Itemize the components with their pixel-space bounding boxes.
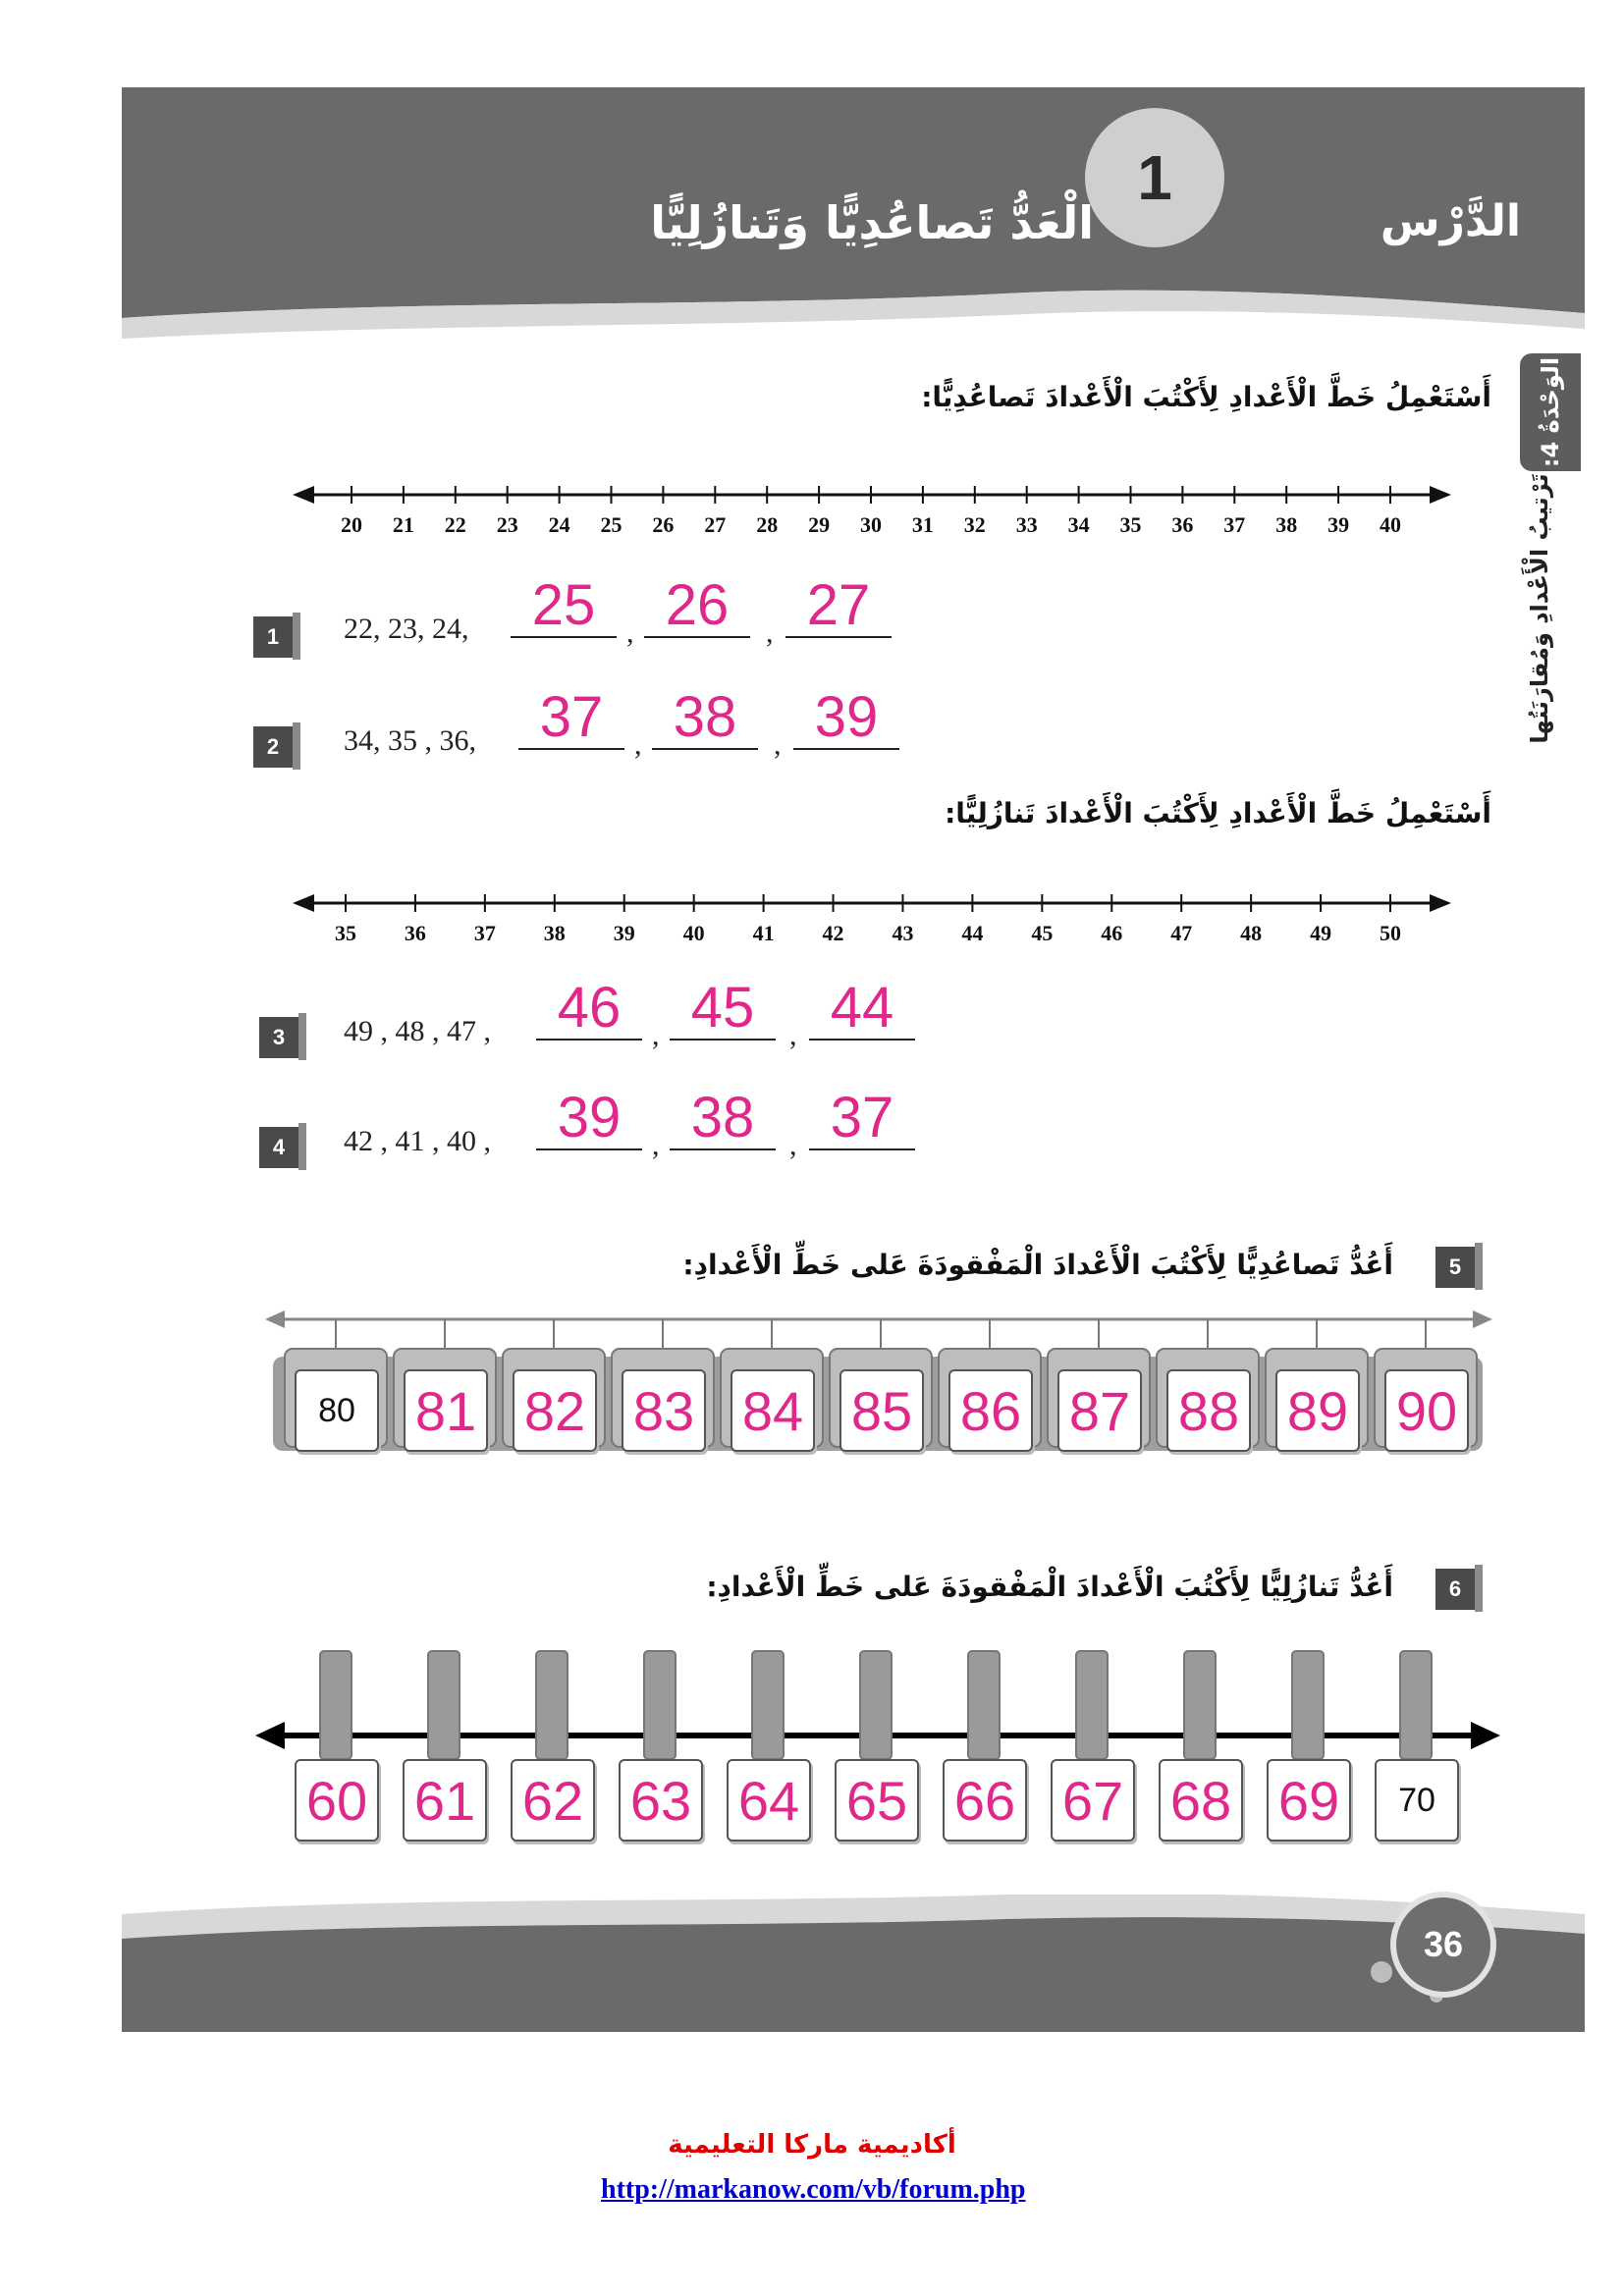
comma: ,: [626, 616, 634, 649]
number-line-a-tick-label: 25: [600, 512, 623, 537]
item-1-blank-3: [785, 636, 892, 638]
item-1-blank-1: [511, 636, 617, 638]
comma: ,: [774, 728, 782, 761]
footer-band: [122, 1895, 1585, 2032]
ex5-box: 84: [731, 1369, 815, 1452]
item-3-answer-2: 45: [690, 976, 755, 1040]
number-line-b-tick-label: 49: [1310, 921, 1332, 945]
item-3-given: 49 , 48 , 47 ,: [344, 1015, 491, 1047]
item-2-answer-1: 37: [539, 685, 604, 749]
ex5-box: 89: [1275, 1369, 1360, 1452]
ex5-box: 85: [839, 1369, 924, 1452]
number-line-b-tick-label: 48: [1240, 921, 1263, 945]
number-line-b-tick-label: 40: [682, 921, 705, 945]
item-3-answer-1: 46: [557, 976, 622, 1040]
clip-icon: [320, 1651, 352, 1759]
number-line-a-tick-label: 22: [444, 512, 466, 537]
item-3-blank-2: [670, 1039, 776, 1041]
item-badge-2: 2: [253, 726, 293, 768]
arrow-right-icon: [1430, 486, 1451, 504]
arrow-left-icon: [255, 1722, 285, 1749]
ex5-box: 87: [1057, 1369, 1142, 1452]
clip-icon: [1184, 1651, 1216, 1759]
number-line-a-tick-label: 40: [1380, 512, 1401, 537]
ex6-box: 67: [1051, 1759, 1135, 1842]
item-badge-5: 5: [1435, 1247, 1475, 1288]
ex5-instruction: أَعُدُّ تَصاعُدِيًّا لِأَكْتُبَ الْأَعْدادَ الْمَفْقودَةَ عَلى خَطِّ الْأَعْدادِ:: [682, 1249, 1393, 1281]
arrow-left-icon: [293, 486, 314, 504]
ex6-box: 63: [619, 1759, 703, 1842]
number-line-a-tick-label: 29: [808, 512, 831, 537]
item-4-answer-3: 37: [830, 1086, 894, 1149]
arrow-left-icon: [265, 1310, 285, 1328]
clip-icon: [428, 1651, 460, 1759]
ex6-box: 60: [295, 1759, 379, 1842]
ex5-box: 83: [622, 1369, 706, 1452]
lesson-title: الْعَدُّ تَصاعُدِيًّا وَتَنازُلِيًّا: [650, 196, 1094, 249]
forum-link[interactable]: http://markanow.com/vb/forum.php: [601, 2174, 1026, 2205]
item-4-given: 42 , 41 , 40 ,: [344, 1125, 491, 1157]
ex6-box: 64: [727, 1759, 811, 1842]
ex5-box: 80: [295, 1369, 379, 1452]
clip-icon: [1076, 1651, 1108, 1759]
item-2-blank-3: [793, 748, 899, 750]
item-1-answer-2: 26: [665, 573, 730, 637]
number-line-b-tick-label: 37: [473, 921, 496, 945]
clip-icon: [1292, 1651, 1324, 1759]
number-line-b-tick-label: 43: [892, 921, 914, 945]
arrow-left-icon: [293, 894, 314, 912]
ex5-box: 88: [1166, 1369, 1251, 1452]
number-line-b-tick-label: 42: [822, 921, 844, 945]
ex6-box: 69: [1267, 1759, 1351, 1842]
clip-icon: [644, 1651, 676, 1759]
item-2-answer-3: 39: [814, 685, 879, 749]
number-line-a-tick-label: 26: [652, 512, 675, 537]
section-a-instruction: أَسْتَعْمِلُ خَطَّ الْأَعْدادِ لِأَكْتُبَ الْأَعْدادَ تَصاعُدِيًّا:: [921, 381, 1491, 413]
ex6-box: 66: [943, 1759, 1027, 1842]
number-line-a-tick-label: 21: [392, 512, 414, 537]
item-2-blank-2: [652, 748, 758, 750]
number-line-a-tick-label: 28: [756, 512, 779, 537]
page-number: 36: [1390, 1892, 1496, 1998]
number-line-b-tick-label: 39: [613, 921, 635, 945]
number-line-b-tick-label: 50: [1380, 921, 1401, 945]
section-b-instruction: أَسْتَعْمِلُ خَطَّ الْأَعْدادِ لِأَكْتُبَ الْأَعْدادَ تَنازُلِيًّا:: [945, 797, 1491, 829]
clip-icon: [752, 1651, 784, 1759]
comma: ,: [789, 1019, 797, 1051]
ex6-box: 61: [403, 1759, 487, 1842]
item-3-blank-1: [536, 1039, 642, 1041]
comma: ,: [652, 1129, 660, 1161]
arrow-right-icon: [1473, 1310, 1492, 1328]
lesson-label: الدَّرْس: [1380, 196, 1521, 246]
item-1-answer-3: 27: [806, 573, 871, 637]
number-line-b-tick-label: 46: [1101, 921, 1123, 945]
number-line-a-tick-label: 36: [1171, 512, 1194, 537]
number-line-a-tick-label: 20: [341, 512, 362, 537]
number-line-a-tick-label: 34: [1067, 512, 1090, 537]
number-line-a-tick-label: 32: [963, 512, 986, 537]
comma: ,: [789, 1129, 797, 1161]
comma: ,: [766, 616, 774, 649]
number-line-a-tick-label: 35: [1119, 512, 1142, 537]
number-line-b-tick-label: 47: [1170, 921, 1193, 945]
decor-dot: [1371, 1961, 1392, 1983]
item-2-blank-1: [518, 748, 624, 750]
number-line-b-tick-label: 38: [543, 921, 566, 945]
item-2-answer-2: 38: [673, 685, 737, 749]
number-line-a-tick-label: 33: [1015, 512, 1038, 537]
unit-tab: [1520, 353, 1581, 471]
comma: ,: [652, 1019, 660, 1051]
ex6-box: 70: [1375, 1759, 1459, 1842]
item-badge-6: 6: [1435, 1569, 1475, 1610]
item-badge-1: 1: [253, 616, 293, 658]
number-line-a-tick-label: 31: [911, 512, 934, 537]
lesson-number: 1: [1085, 108, 1224, 247]
item-4-blank-3: [809, 1148, 915, 1150]
clip-icon: [536, 1651, 568, 1759]
arrow-right-icon: [1430, 894, 1451, 912]
comma: ,: [634, 728, 642, 761]
item-2-given: 34, 35 , 36,: [344, 724, 476, 757]
ex6-box: 65: [835, 1759, 919, 1842]
number-line-b-tick-label: 36: [404, 921, 426, 945]
number-line-descending: [293, 889, 1461, 948]
number-line-a-tick-label: 27: [704, 512, 727, 537]
ex5-box: 86: [948, 1369, 1033, 1452]
number-line-b-tick-label: 44: [961, 921, 984, 945]
item-badge-3: 3: [259, 1017, 298, 1058]
item-1-given: 22, 23, 24,: [344, 613, 469, 645]
item-3-blank-3: [809, 1039, 915, 1041]
number-line-a-tick-label: 39: [1327, 512, 1350, 537]
ex5-box: 90: [1384, 1369, 1469, 1452]
item-3-answer-3: 44: [830, 976, 894, 1040]
number-line-a-tick-label: 38: [1275, 512, 1298, 537]
number-line-b-tick-label: 41: [752, 921, 775, 945]
number-line-a-tick-label: 30: [860, 512, 882, 537]
clip-icon: [968, 1651, 1000, 1759]
item-1-blank-2: [644, 636, 750, 638]
item-4-blank-2: [670, 1148, 776, 1150]
unit-title: تَرْتيبُ الْأَعْدادِ وَمُقارَنَتُها: [1526, 473, 1553, 744]
item-1-answer-1: 25: [531, 573, 596, 637]
clip-icon: [1400, 1651, 1432, 1759]
ex5-box: 82: [513, 1369, 597, 1452]
ex6-box: 62: [511, 1759, 595, 1842]
number-line-a-tick-label: 23: [496, 512, 518, 537]
ex6-box: 68: [1159, 1759, 1243, 1842]
academy-name: أكاديمية ماركا التعليمية: [668, 2130, 956, 2160]
number-line-a-tick-label: 24: [548, 512, 570, 537]
ex5-box: 81: [404, 1369, 488, 1452]
item-4-blank-1: [536, 1148, 642, 1150]
arrow-right-icon: [1471, 1722, 1500, 1749]
item-4-answer-2: 38: [690, 1086, 755, 1149]
clip-icon: [860, 1651, 892, 1759]
number-line-a-tick-label: 37: [1223, 512, 1246, 537]
number-line-b-tick-label: 45: [1031, 921, 1054, 945]
number-line-b-tick-label: 35: [335, 921, 356, 945]
item-4-answer-1: 39: [557, 1086, 622, 1149]
number-line-ascending: [293, 481, 1461, 540]
item-badge-4: 4: [259, 1127, 298, 1168]
ex6-instruction: أَعُدُّ تَنازُلِيًّا لِأَكْتُبَ الْأَعْدادَ الْمَفْقودَةَ عَلى خَطِّ الْأَعْدادِ:: [706, 1571, 1393, 1603]
unit-tab-label: الوَحْدَةُ 4:: [1537, 356, 1564, 468]
